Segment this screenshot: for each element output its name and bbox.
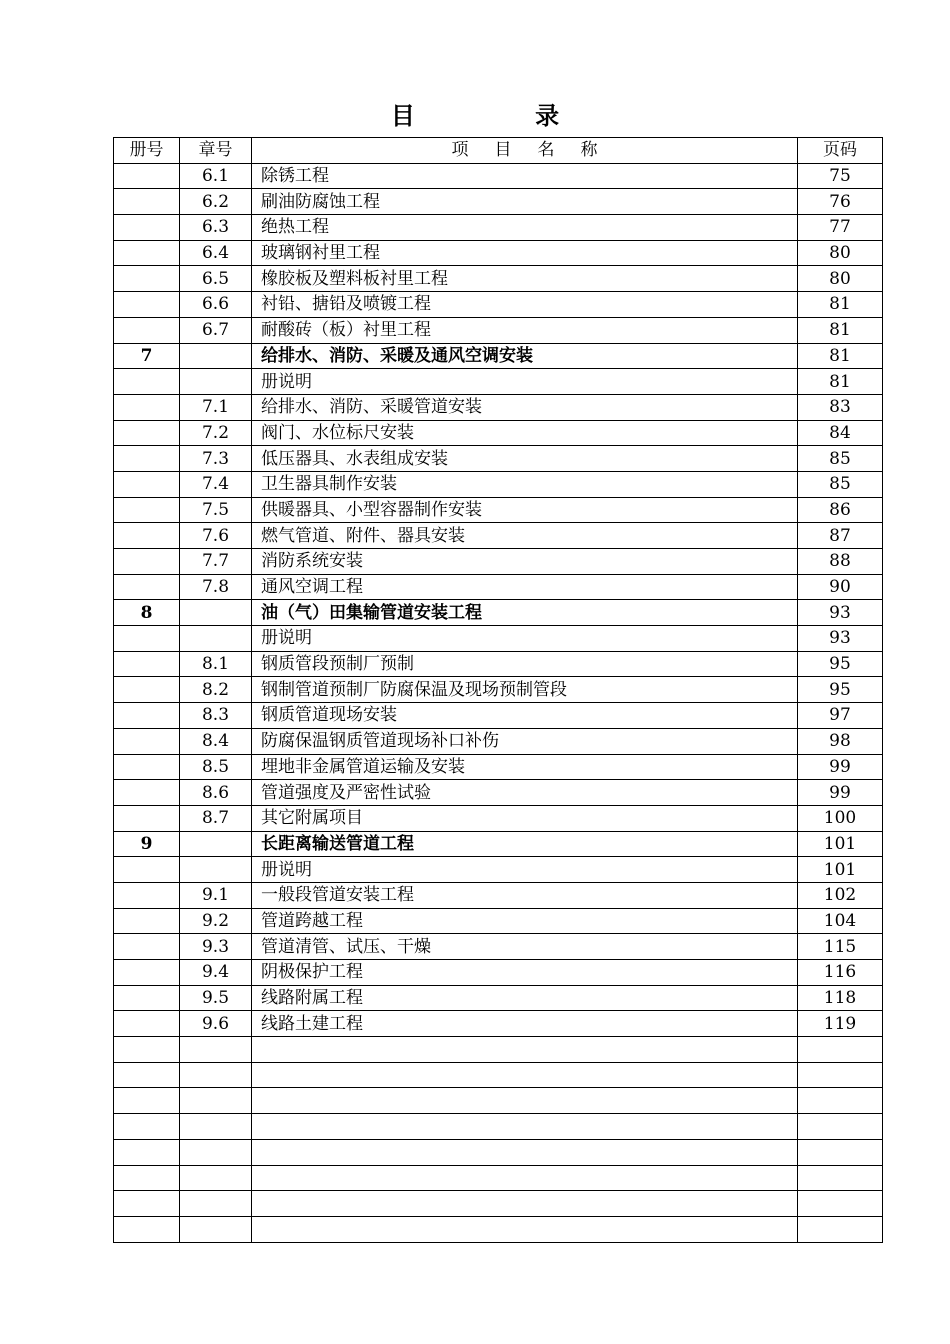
table-row [114, 960, 883, 986]
page-cell: 85 [798, 471, 883, 497]
table-row [114, 266, 883, 292]
chapter-cell: 9.1 [180, 882, 252, 908]
header-chapter: 章号 [180, 138, 252, 164]
name-cell [252, 1037, 798, 1063]
volume-cell [114, 420, 180, 446]
table-row [114, 446, 883, 472]
page-cell: 104 [798, 908, 883, 934]
table-row [114, 343, 883, 369]
page-cell: 85 [798, 446, 883, 472]
table-row [114, 215, 883, 241]
volume-cell [114, 189, 180, 215]
volume-cell [114, 471, 180, 497]
volume-cell [114, 960, 180, 986]
page-cell: 99 [798, 754, 883, 780]
name-cell: 长距离输送管道工程 [252, 831, 798, 857]
volume-cell [114, 728, 180, 754]
name-cell: 册说明 [252, 626, 798, 652]
page-title: 目 录 [390, 102, 616, 130]
name-cell: 给排水、消防、采暖及通风空调安装 [252, 343, 798, 369]
table-row [114, 317, 883, 343]
volume-cell [114, 780, 180, 806]
chapter-cell: 8.1 [180, 651, 252, 677]
chapter-cell: 7.8 [180, 574, 252, 600]
page-cell [798, 1216, 883, 1242]
name-cell: 阀门、水位标尺安装 [252, 420, 798, 446]
chapter-cell: 7.5 [180, 497, 252, 523]
name-cell: 管道清管、试压、干燥 [252, 934, 798, 960]
page-cell: 101 [798, 831, 883, 857]
page-cell: 98 [798, 728, 883, 754]
chapter-cell: 7.7 [180, 549, 252, 575]
chapter-cell [180, 343, 252, 369]
name-cell: 钢质管段预制厂预制 [252, 651, 798, 677]
page-cell [798, 1037, 883, 1063]
name-cell: 刷油防腐蚀工程 [252, 189, 798, 215]
page-cell: 90 [798, 574, 883, 600]
page-cell: 80 [798, 266, 883, 292]
chapter-cell: 8.3 [180, 703, 252, 729]
page-cell: 86 [798, 497, 883, 523]
table-row [114, 369, 883, 395]
page-cell: 101 [798, 857, 883, 883]
table-row [114, 1191, 883, 1217]
header-volume: 册号 [114, 138, 180, 164]
table-row [114, 831, 883, 857]
chapter-cell [180, 831, 252, 857]
page-cell [798, 1114, 883, 1140]
volume-cell [114, 369, 180, 395]
volume-cell [114, 754, 180, 780]
volume-cell [114, 1088, 180, 1114]
table-row [114, 985, 883, 1011]
page-cell: 87 [798, 523, 883, 549]
page-cell [798, 1088, 883, 1114]
name-cell: 供暖器具、小型容器制作安装 [252, 497, 798, 523]
volume-cell [114, 266, 180, 292]
table-row [114, 292, 883, 318]
page-cell [798, 1165, 883, 1191]
table-row [114, 908, 883, 934]
volume-cell [114, 703, 180, 729]
page-cell: 118 [798, 985, 883, 1011]
chapter-cell: 6.5 [180, 266, 252, 292]
page-cell: 95 [798, 677, 883, 703]
name-cell: 低压器具、水表组成安装 [252, 446, 798, 472]
volume-cell [114, 1037, 180, 1063]
chapter-cell [180, 1139, 252, 1165]
chapter-cell: 7.3 [180, 446, 252, 472]
chapter-cell: 9.4 [180, 960, 252, 986]
volume-cell [114, 985, 180, 1011]
page-cell: 81 [798, 369, 883, 395]
name-cell: 油（气）田集输管道安装工程 [252, 600, 798, 626]
chapter-cell: 9.3 [180, 934, 252, 960]
name-cell: 册说明 [252, 857, 798, 883]
chapter-cell: 8.2 [180, 677, 252, 703]
volume-cell [114, 497, 180, 523]
chapter-cell [180, 1088, 252, 1114]
page-cell: 97 [798, 703, 883, 729]
table-row [114, 857, 883, 883]
header-row [114, 138, 883, 164]
page-cell: 81 [798, 343, 883, 369]
name-cell: 埋地非金属管道运输及安装 [252, 754, 798, 780]
table-row [114, 574, 883, 600]
volume-cell [114, 1139, 180, 1165]
chapter-cell [180, 1037, 252, 1063]
volume-cell [114, 215, 180, 241]
name-cell: 线路土建工程 [252, 1011, 798, 1037]
table-row [114, 805, 883, 831]
volume-cell [114, 446, 180, 472]
name-cell: 一般段管道安装工程 [252, 882, 798, 908]
volume-cell: 9 [114, 831, 180, 857]
name-cell: 燃气管道、附件、器具安装 [252, 523, 798, 549]
volume-cell [114, 882, 180, 908]
chapter-cell: 9.6 [180, 1011, 252, 1037]
name-cell: 衬铅、搪铅及喷镀工程 [252, 292, 798, 318]
chapter-cell [180, 1191, 252, 1217]
page-cell: 76 [798, 189, 883, 215]
name-cell: 卫生器具制作安装 [252, 471, 798, 497]
page-cell: 84 [798, 420, 883, 446]
name-cell [252, 1062, 798, 1088]
name-cell: 橡胶板及塑料板衬里工程 [252, 266, 798, 292]
name-cell: 防腐保温钢质管道现场补口补伤 [252, 728, 798, 754]
chapter-cell: 7.1 [180, 394, 252, 420]
page-cell: 95 [798, 651, 883, 677]
page-cell: 88 [798, 549, 883, 575]
volume-cell [114, 651, 180, 677]
name-cell [252, 1191, 798, 1217]
name-cell: 管道强度及严密性试验 [252, 780, 798, 806]
table-row [114, 1216, 883, 1242]
chapter-cell: 8.6 [180, 780, 252, 806]
volume-cell [114, 1062, 180, 1088]
page-cell: 100 [798, 805, 883, 831]
chapter-cell: 9.5 [180, 985, 252, 1011]
table-row [114, 240, 883, 266]
volume-cell [114, 857, 180, 883]
page-cell [798, 1191, 883, 1217]
table-row [114, 703, 883, 729]
table-row [114, 1165, 883, 1191]
chapter-cell [180, 600, 252, 626]
table-row [114, 754, 883, 780]
table-row [114, 677, 883, 703]
name-cell [252, 1088, 798, 1114]
chapter-cell [180, 1062, 252, 1088]
page-cell: 80 [798, 240, 883, 266]
header-page: 页码 [798, 138, 883, 164]
table-row [114, 523, 883, 549]
name-cell: 钢制管道预制厂防腐保温及现场预制管段 [252, 677, 798, 703]
name-cell [252, 1139, 798, 1165]
volume-cell [114, 549, 180, 575]
table-row [114, 394, 883, 420]
table-row [114, 882, 883, 908]
volume-cell [114, 1216, 180, 1242]
table-row [114, 189, 883, 215]
table-row [114, 728, 883, 754]
chapter-cell: 6.2 [180, 189, 252, 215]
volume-cell [114, 394, 180, 420]
page-cell: 81 [798, 292, 883, 318]
chapter-cell: 7.2 [180, 420, 252, 446]
name-cell [252, 1216, 798, 1242]
volume-cell [114, 626, 180, 652]
chapter-cell: 6.4 [180, 240, 252, 266]
chapter-cell: 6.7 [180, 317, 252, 343]
page-cell: 102 [798, 882, 883, 908]
chapter-cell [180, 1114, 252, 1140]
page-cell: 83 [798, 394, 883, 420]
volume-cell [114, 1114, 180, 1140]
volume-cell [114, 1011, 180, 1037]
toc-body [114, 163, 883, 1242]
chapter-cell [180, 626, 252, 652]
name-cell: 管道跨越工程 [252, 908, 798, 934]
page-cell: 116 [798, 960, 883, 986]
volume-cell [114, 1165, 180, 1191]
chapter-cell: 8.7 [180, 805, 252, 831]
volume-cell [114, 805, 180, 831]
volume-cell [114, 317, 180, 343]
table-row [114, 420, 883, 446]
chapter-cell: 6.6 [180, 292, 252, 318]
chapter-cell: 9.2 [180, 908, 252, 934]
volume-cell [114, 677, 180, 703]
name-cell: 绝热工程 [252, 215, 798, 241]
toc-header [114, 138, 883, 164]
name-cell: 册说明 [252, 369, 798, 395]
volume-cell [114, 574, 180, 600]
chapter-cell: 6.1 [180, 163, 252, 189]
page-cell: 115 [798, 934, 883, 960]
chapter-cell [180, 857, 252, 883]
name-cell: 耐酸砖（板）衬里工程 [252, 317, 798, 343]
table-row [114, 780, 883, 806]
chapter-cell [180, 369, 252, 395]
name-cell [252, 1114, 798, 1140]
name-cell: 线路附属工程 [252, 985, 798, 1011]
name-cell: 其它附属项目 [252, 805, 798, 831]
table-row [114, 651, 883, 677]
name-cell: 消防系统安装 [252, 549, 798, 575]
page-cell: 119 [798, 1011, 883, 1037]
chapter-cell [180, 1216, 252, 1242]
page-cell: 93 [798, 600, 883, 626]
table-row [114, 1088, 883, 1114]
volume-cell [114, 934, 180, 960]
page-cell: 99 [798, 780, 883, 806]
table-row [114, 497, 883, 523]
chapter-cell: 8.4 [180, 728, 252, 754]
name-cell: 给排水、消防、采暖管道安装 [252, 394, 798, 420]
volume-cell [114, 523, 180, 549]
chapter-cell: 6.3 [180, 215, 252, 241]
volume-cell [114, 240, 180, 266]
volume-cell [114, 163, 180, 189]
name-cell [252, 1165, 798, 1191]
header-name: 项目名称 [252, 138, 798, 164]
volume-cell: 7 [114, 343, 180, 369]
chapter-cell: 7.6 [180, 523, 252, 549]
table-row [114, 163, 883, 189]
name-cell: 阴极保护工程 [252, 960, 798, 986]
page-cell: 93 [798, 626, 883, 652]
name-cell: 通风空调工程 [252, 574, 798, 600]
volume-cell [114, 292, 180, 318]
table-row [114, 549, 883, 575]
chapter-cell: 7.4 [180, 471, 252, 497]
page-cell [798, 1062, 883, 1088]
page-cell: 81 [798, 317, 883, 343]
table-row [114, 1139, 883, 1165]
table-row [114, 471, 883, 497]
toc-table [113, 137, 883, 1243]
name-cell: 钢质管道现场安装 [252, 703, 798, 729]
chapter-cell: 8.5 [180, 754, 252, 780]
page-cell: 75 [798, 163, 883, 189]
table-row [114, 626, 883, 652]
table-row [114, 1037, 883, 1063]
table-row [114, 934, 883, 960]
table-row [114, 1114, 883, 1140]
table-row [114, 1011, 883, 1037]
table-row [114, 1062, 883, 1088]
page-cell: 77 [798, 215, 883, 241]
name-cell: 玻璃钢衬里工程 [252, 240, 798, 266]
table-row [114, 600, 883, 626]
name-cell: 除锈工程 [252, 163, 798, 189]
volume-cell [114, 908, 180, 934]
volume-cell [114, 1191, 180, 1217]
chapter-cell [180, 1165, 252, 1191]
volume-cell: 8 [114, 600, 180, 626]
page-cell [798, 1139, 883, 1165]
